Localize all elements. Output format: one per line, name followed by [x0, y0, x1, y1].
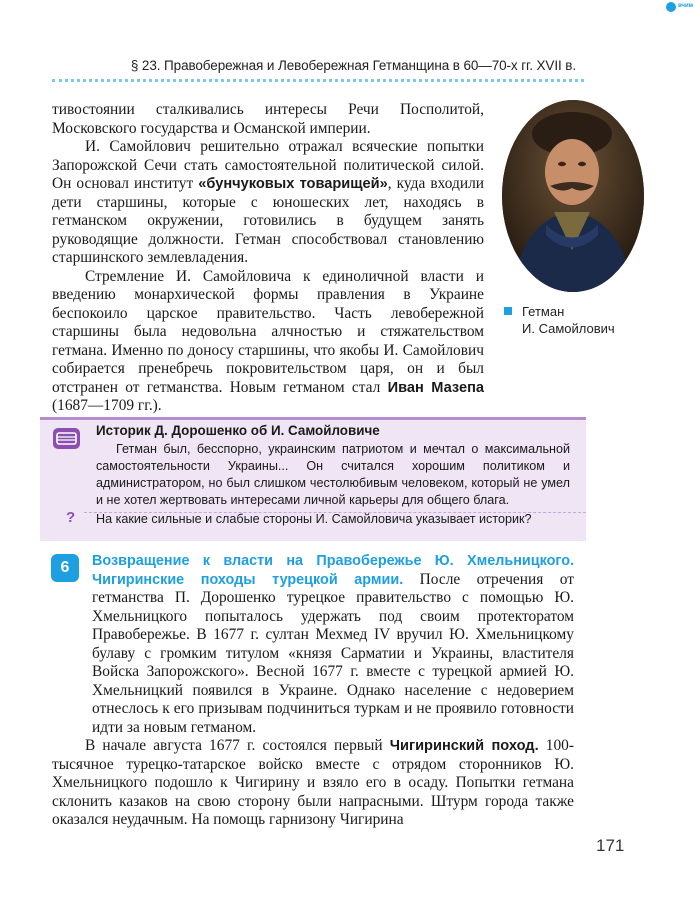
hetman-portrait-illustration: [502, 100, 644, 292]
paragraph-samoilovich-removal: Стремление И. Самойловича к единоличной власти и введению монархической формы правления в Украине беспокоило царское правительство. Часть левобережной старшины была недовольна алчностью и стяжательством гетмана. Именно по доносу старшины, что якобы И. Самойлович собирается пренебречь покровительством царя, он и был отстранен от гетманства. Новым гетманом стал Иван Мазепа (1687—1709 гг.).: [52, 267, 484, 414]
caption-marker-icon: [504, 307, 512, 315]
portrait-caption: Гетман И. Самойлович: [522, 304, 615, 336]
publisher-logo: [666, 2, 696, 12]
review-question: На какие сильные и слабые стороны И. Самойловича указывает историк?: [96, 512, 532, 526]
paragraph-samoilovich-policy: И. Самойлович решительно отражал всяческие попытки Запорожской Сечи стать самостоятельной политической силой. Он основал институт «бунчуковых товарищей», куда входили дети старшины, которые с юношеских лет, находясь в гетманском окружении, готовились в будущем занять руководящие должности. Гетман способствовал становлению старшинского землевладения.: [52, 138, 484, 266]
section-heading-paragraph: [92, 552, 574, 737]
page-number: 171: [596, 836, 625, 855]
section-headline: Возвращение к власти на Правобережье Ю. Хмельницкого. Чигиринские походы турецкой армии.: [92, 553, 574, 588]
paragraph-continuation: тивостоянии сталкивались интересы Речи Посполитой, Московского государства и Османской империи.: [52, 101, 484, 137]
running-header: § 23. Правобережная и Левобережная Гетманщина в 60—70-х гг. XVII в.: [130, 58, 576, 73]
term-bunchuk-fellows: «бунчуковых товарищей»: [198, 176, 388, 192]
term-ivan-mazepa: Иван Мазепа: [387, 379, 484, 396]
portrait-image: [502, 100, 644, 292]
header-divider: [52, 79, 584, 82]
question-mark-icon: ?: [66, 509, 76, 526]
term-chigirin-campaign: Чигиринский поход.: [389, 738, 539, 754]
logo-text: вчим: [678, 3, 694, 9]
main-text-column: [52, 101, 484, 416]
section-lead-text: После отречения от гетманства П. Дорошенко турецкое правительство с помощью Ю. Хмельницкого попыталось удержать под своим протекторатом Правобережье. В 1677 г. султан Мехмед IV вручил Ю. Хмельницкому булаву с громким титулом «князя Сарматии и Украины, властителя Войска Запорожского». Весной 1677 г. вместе с турецкой армией Ю. Хмельницкий появился в Украине. Однако население с недоверием отнеслось к его призывам подчиниться туркам и не проявило готовности идти за новым гетманом.: [92, 570, 574, 736]
document-source-icon: [53, 428, 80, 449]
historian-quote-text: Гетман был, бесспорно, украинским патриотом и мечтал о максимальной самостоятельности Украины... Он считался хорошим политиком и администратором, но был слишком честолюбивым человеком, который не умел и не хотел жертвовать интересами личной карьеры для общего блага.: [96, 442, 570, 507]
logo-circle-icon: [666, 2, 676, 12]
section-number-badge: 6: [51, 554, 79, 582]
historian-box-title: Историк Д. Дорошенко об И. Самойловиче: [96, 423, 380, 438]
section-paragraph-chigirin: В начале августа 1677 г. состоялся первый Чигиринский поход. 100-тысячное турецко-татарское войско вместе с отрядом сторонников Ю. Хмельницкого подошло к Чигирину и взяло его в осаду. Попытки гетмана склонить казаков на свою сторону были напрасными. Штурм города также оказался неудачным. На помощь гарнизону Чигирина: [52, 737, 574, 828]
